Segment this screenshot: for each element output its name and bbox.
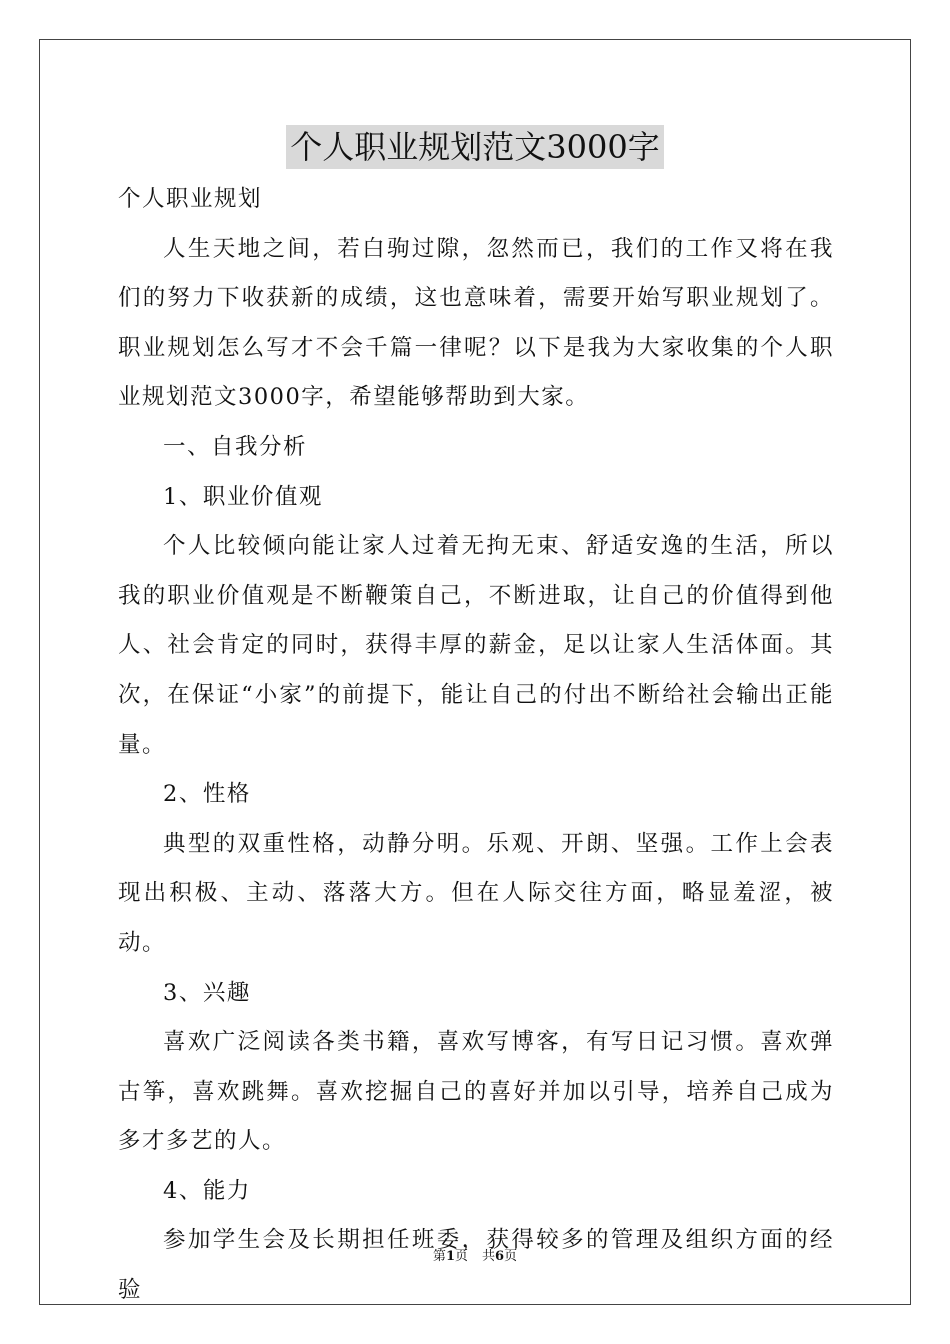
total-prefix: 共 — [482, 1249, 496, 1264]
page-suffix: 页 — [454, 1249, 468, 1264]
paragraph: 2、性格 — [163, 781, 251, 808]
page-current-number: 1 — [445, 1249, 455, 1264]
paragraph: 典型的双重性格，动静分明。乐观、开朗、坚强。工作上会表现出积极、主动、落落大方。但在人际交往方面，略显羞涩，被动。 — [118, 830, 834, 956]
page-footer — [0, 1248, 950, 1266]
total-suffix: 页 — [504, 1249, 518, 1264]
paragraph: 喜欢广泛阅读各类书籍，喜欢写博客，有写日记习惯。喜欢弹古筝，喜欢跳舞。喜欢挖掘自己的喜好并加以引导，培养自己成为多才多艺的人。 — [118, 1029, 834, 1155]
document-body — [118, 175, 834, 1316]
paragraph: 4、能力 — [163, 1177, 251, 1204]
document-title: 个人职业规划范文3000字 — [286, 125, 663, 169]
paragraph: 参加学生会及长期担任班委，获得较多的管理及组织方面的经验 — [118, 1227, 834, 1304]
paragraph: 人生天地之间，若白驹过隙，忽然而已，我们的工作又将在我们的努力下收获新的成绩，这也意味着，需要开始写职业规划了。职业规划怎么写才不会千篇一律呢？以下是我为大家收集的个人职业规划范文3000字，希望能够帮助到大家。 — [118, 235, 834, 411]
paragraph: 个人比较倾向能让家人过着无拘无束、舒适安逸的生活，所以我的职业价值观是不断鞭策自己，不断进取，让自己的价值得到他人、社会肯定的同时，获得丰厚的薪金，足以让家人生活体面。其次，在保证“小家”的前提下，能让自己的付出不断给社会输出正能量。 — [118, 533, 834, 758]
title-container — [0, 125, 950, 169]
paragraph: 1、职业价值观 — [163, 483, 323, 510]
paragraph: 一、自我分析 — [163, 433, 308, 460]
page-prefix: 第 — [432, 1249, 446, 1264]
paragraph: 个人职业规划 — [118, 186, 263, 212]
page-total-number: 6 — [495, 1249, 505, 1264]
paragraph: 3、兴趣 — [163, 979, 251, 1006]
